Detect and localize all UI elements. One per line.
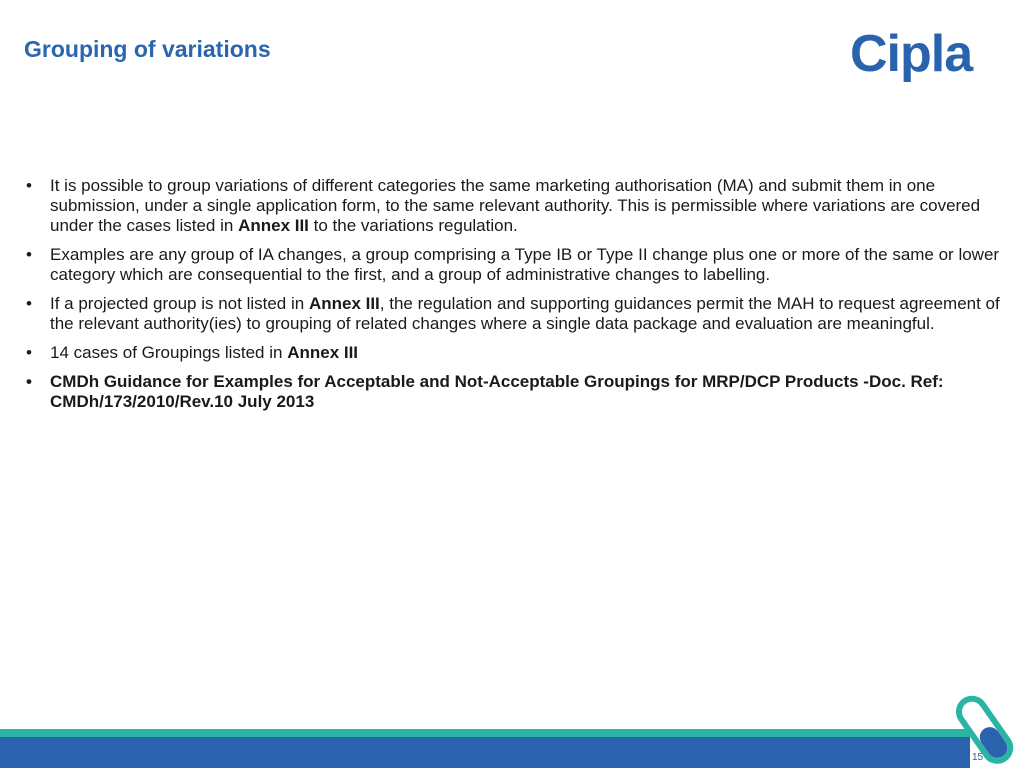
bullet-text: to the variations regulation. xyxy=(308,216,518,235)
bullet-text-emphasis: Annex III xyxy=(238,216,309,235)
bullet-text: If a projected group is not listed in xyxy=(50,294,309,313)
bullet-text: Examples are any group of IA changes, a group comprising a Type IB or Type II change plus one or more of the same or lower category which are consequential to the first, and a group of administrative changes to labelling. xyxy=(50,245,1000,284)
bullet-item-cmdh-guidance xyxy=(24,372,1004,412)
bullet-icon: • xyxy=(26,372,32,391)
bullet-list xyxy=(24,176,1004,421)
bullet-text-emphasis: Annex III xyxy=(287,343,359,362)
bullet-text-emphasis: Annex III xyxy=(308,294,380,313)
footer-green-band xyxy=(0,729,1024,737)
footer-blue-band xyxy=(0,737,1024,768)
page-number: 15 xyxy=(972,752,984,763)
bullet-icon: • xyxy=(26,294,32,313)
bullet-icon: • xyxy=(26,343,32,362)
bullet-item-14-cases xyxy=(24,343,1004,363)
bullet-item-grouping-permissible xyxy=(24,176,1004,236)
pill-capsule-icon xyxy=(948,680,1024,768)
cipla-logo: Cipla xyxy=(850,25,973,83)
bullet-text: It is possible to group variations of different categories the same marketing authorisation (MA) and submit them in one submission, under a single application form, to the same relevant authority. This is permissible where variations are covered under the cases listed in xyxy=(50,176,981,235)
bullet-text: , the regulation and supporting guidances permit the MAH to request agreement of the relevant authority(ies) to grouping of related changes where a single data package and evaluation are meaningful. xyxy=(50,294,1000,333)
bullet-icon: • xyxy=(26,245,32,264)
bullet-text: CMDh Guidance for Examples for Acceptable and Not-Acceptable Groupings for MRP/DCP Products -Doc. Ref: CMDh/173/2010/Rev.10 July 2013 xyxy=(50,372,944,411)
bullet-item-examples xyxy=(24,245,1004,285)
bullet-icon: • xyxy=(26,176,32,195)
bullet-text: 14 cases of Groupings listed in xyxy=(50,343,288,362)
slide-title: Grouping of variations xyxy=(24,36,271,62)
bullet-item-not-listed xyxy=(24,294,1004,334)
